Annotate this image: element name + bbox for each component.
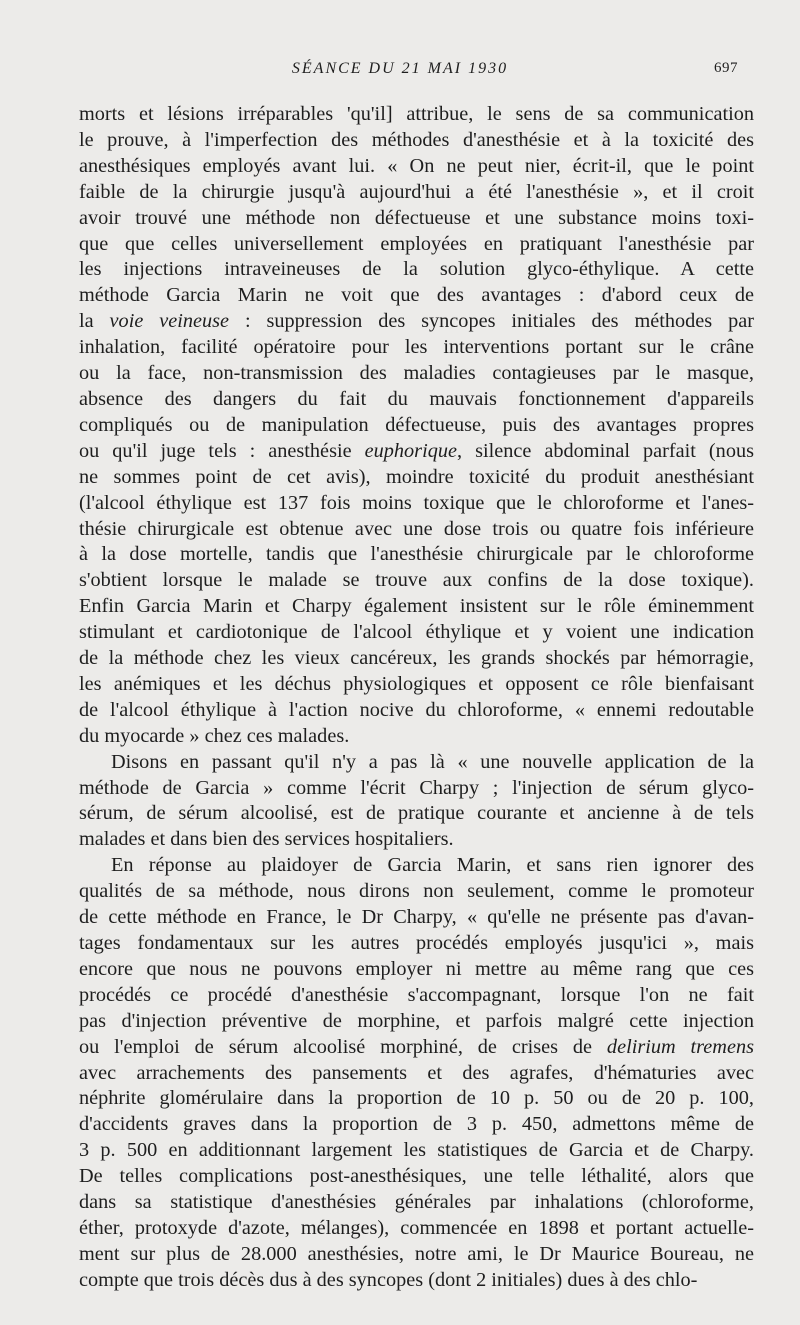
text-line: de la méthode chez les vieux cancéreux, les grands shockés par hémorragie,: [79, 647, 754, 670]
text-line: absence des dangers du fait du mauvais fonctionnement d'appareils: [79, 387, 754, 410]
running-title: SÉANCE DU 21 MAI 1930: [291, 60, 509, 77]
text-line: avoir trouvé une méthode non défectueuse et une substance moins toxi-: [79, 206, 754, 229]
text-line: de cette méthode en France, le Dr Charpy, « qu'elle ne présente pas d'avan-: [79, 906, 754, 929]
paragraph-3: [79, 853, 754, 1293]
paragraph-1: [79, 102, 754, 750]
text-line: néphrite glomérulaire dans la proportion de 10 p. 50 ou de 20 p. 100,: [79, 1087, 754, 1110]
text-line: de l'alcool éthylique à l'action nocive du chloroforme, « ennemi redoutable: [79, 698, 754, 721]
page-number: 697: [714, 60, 738, 76]
text-line: le prouve, à l'imperfection des méthodes d'anesthésie et à la toxicité des: [79, 128, 754, 151]
text-line: éther, protoxyde d'azote, mélanges), commencée en 1898 et portant actuelle-: [79, 1216, 754, 1239]
text-line: ou qu'il juge tels : anesthésie euphorique, silence abdominal parfait (nous: [79, 439, 754, 462]
text-line: s'obtient lorsque le malade se trouve aux confins de la dose toxique).: [79, 569, 754, 592]
text-line: méthode de Garcia » comme l'écrit Charpy ; l'injection de sérum glyco-: [79, 776, 754, 799]
text-line: Disons en passant qu'il n'y a pas là « une nouvelle application de la: [111, 750, 754, 773]
text-line: 3 p. 500 en additionnant largement les statistiques de Garcia et de Charpy.: [79, 1139, 754, 1162]
text-line: ne sommes point de cet avis), moindre toxicité du produit anesthésiant: [79, 465, 754, 488]
text-line: anesthésiques employés avant lui. « On ne peut nier, écrit-il, que le point: [79, 154, 754, 177]
text-line: (l'alcool éthylique est 137 fois moins toxique que le chloroforme et l'anes-: [79, 491, 754, 514]
text-line: la voie veineuse : suppression des syncopes initiales des méthodes par: [79, 310, 754, 333]
text-line: dans sa statistique d'anesthésies générales par inhalations (chloroforme,: [79, 1191, 754, 1214]
text-line: Enfin Garcia Marin et Charpy également insistent sur le rôle éminemment: [79, 595, 754, 618]
text-line: ou l'emploi de sérum alcoolisé morphiné, de crises de delirium tremens: [79, 1035, 754, 1058]
text-line: ment sur plus de 28.000 anesthésies, notre ami, le Dr Maurice Boureau, ne: [79, 1242, 754, 1265]
text-line: à la dose mortelle, tandis que l'anesthésie chirurgicale par le chloroforme: [79, 543, 754, 566]
text-line: compliqués ou de manipulation défectueuse, puis des avantages propres: [79, 413, 754, 436]
paragraph-2: [79, 750, 754, 854]
text-line: faible de la chirurgie jusqu'à aujourd'hui a été l'anesthésie », et il croit: [79, 180, 754, 203]
text-line: inhalation, facilité opératoire pour les interventions portant sur le crâne: [79, 336, 754, 359]
text-line: qualités de sa méthode, nous dirons non seulement, comme le promoteur: [79, 880, 754, 903]
text-line: pas d'injection préventive de morphine, et parfois malgré cette injection: [79, 1009, 754, 1032]
text-line: encore que nous ne pouvons employer ni mettre au même rang que ces: [79, 957, 754, 980]
text-line: les injections intraveineuses de la solution glyco-éthylique. A cette: [79, 258, 754, 281]
text-line: que que celles universellement employées en pratiquant l'anesthésie par: [79, 232, 754, 255]
text-line: méthode Garcia Marin ne voit que des avantages : d'abord ceux de: [79, 284, 754, 307]
text-line: compte que trois décès dus à des syncopes (dont 2 initiales) dues à des chlo-: [79, 1268, 698, 1291]
text-line: sérum, de sérum alcoolisé, est de pratique courante et ancienne à de tels: [79, 802, 754, 825]
text-line: malades et dans bien des services hospitaliers.: [79, 828, 454, 851]
running-header: [0, 60, 800, 84]
text-line: d'accidents graves dans la proportion de 3 p. 450, admettons même de: [79, 1113, 754, 1136]
text-line: ou la face, non-transmission des maladies contagieuses par le masque,: [79, 362, 754, 385]
text-line: En réponse au plaidoyer de Garcia Marin, et sans rien ignorer des: [111, 854, 754, 877]
text-line: procédés ce procédé d'anesthésie s'accompagnant, lorsque l'on ne fait: [79, 983, 754, 1006]
body-text: [79, 102, 754, 1294]
text-line: avec arrachements des pansements et des agrafes, d'hématuries avec: [79, 1061, 754, 1084]
text-line: du myocarde » chez ces malades.: [79, 724, 350, 747]
text-line: morts et lésions irréparables 'qu'il] attribue, le sens de sa communication: [79, 103, 754, 125]
text-line: stimulant et cardiotonique de l'alcool éthylique et y voient une indication: [79, 621, 754, 644]
text-line: tages fondamentaux sur les autres procédés employés jusqu'ici », mais: [79, 932, 754, 954]
text-line: thésie chirurgicale est obtenue avec une dose trois ou quatre fois inférieure: [79, 517, 754, 540]
text-line: les anémiques et les déchus physiologiques et opposent ce rôle bienfaisant: [79, 672, 754, 695]
text-line: De telles complications post-anesthésiques, une telle léthalité, alors que: [79, 1165, 754, 1188]
